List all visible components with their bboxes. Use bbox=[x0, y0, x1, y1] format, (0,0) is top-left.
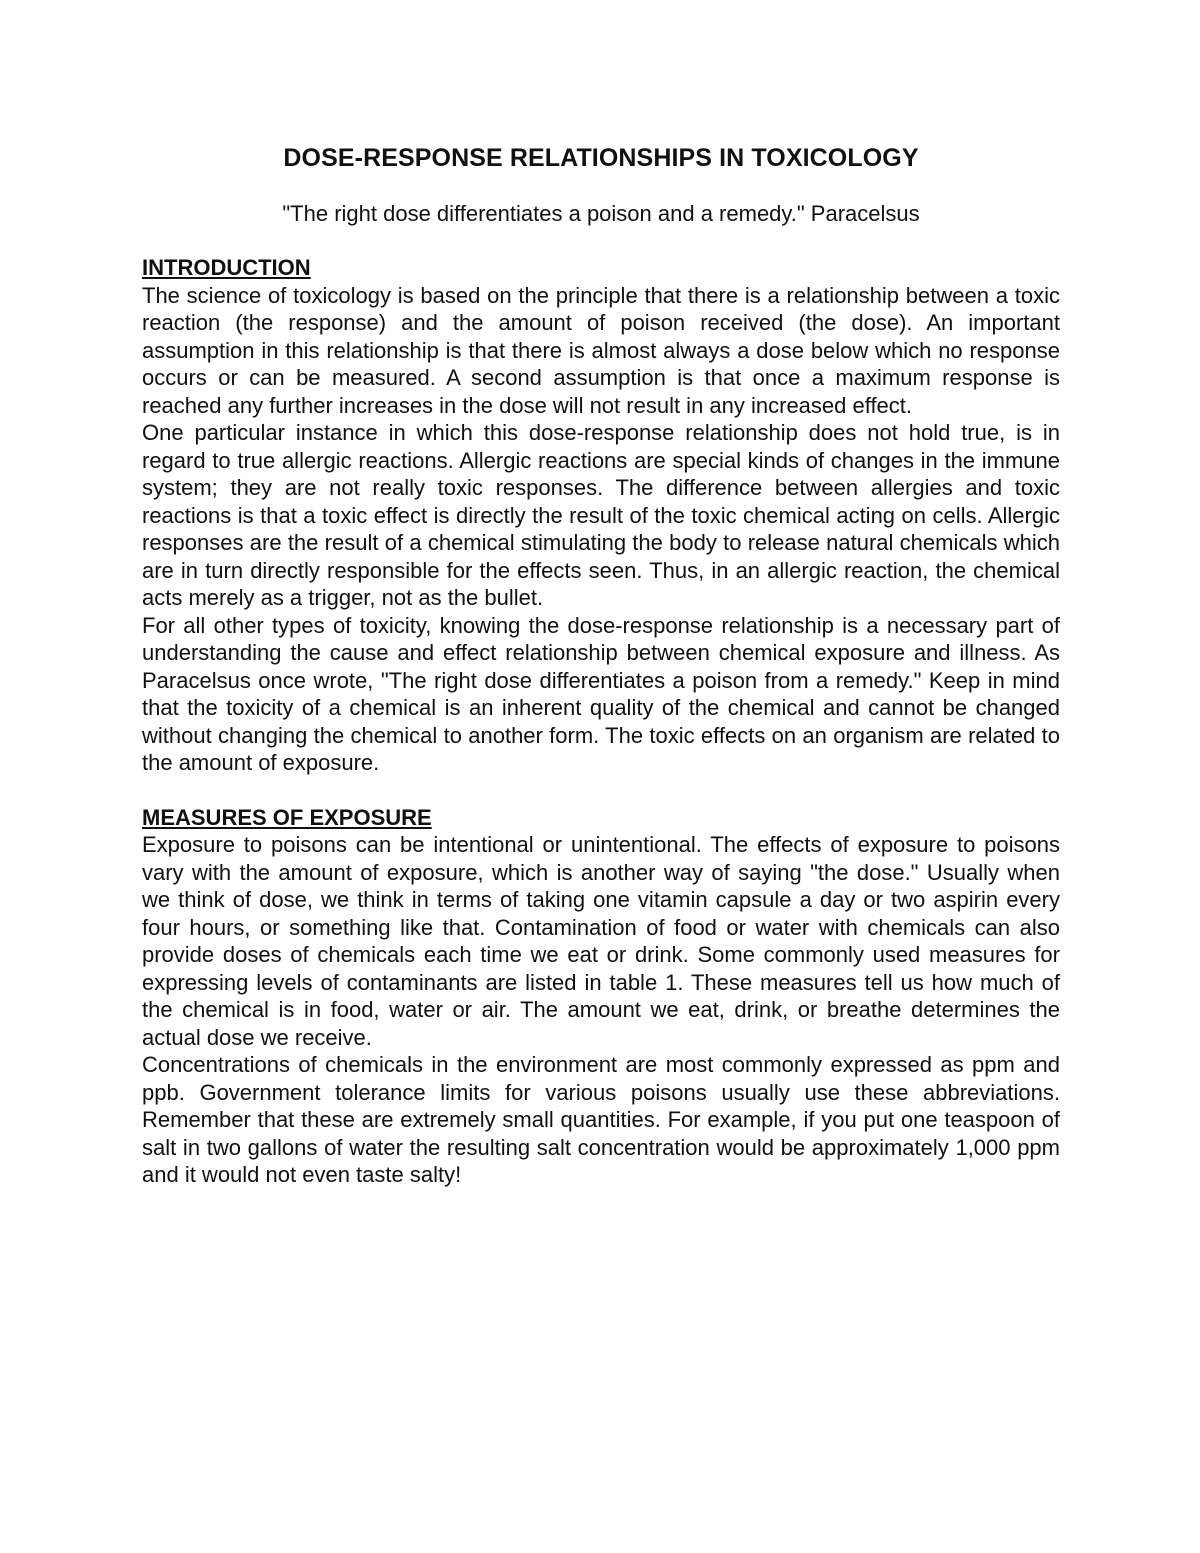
paragraph: Exposure to poisons can be intentional or unintentional. The effects of exposure to poisons vary with the amount of exposure, which is another way of saying "the dose." Usually when we think of dose, we think in terms of taking one vitamin capsule a day or two aspirin every four hours, or something like that. Contamination of food or water with chemicals can also provide doses of chemicals each time we eat or drink. Some commonly used measures for expressing levels of contaminants are listed in table 1. These measures tell us how much of the chemical is in food, water or air. The amount we eat, drink, or breathe determines the actual dose we receive. bbox=[142, 832, 1060, 1050]
paragraph: The science of toxicology is based on the principle that there is a relationship between a toxic reaction (the response) and the amount of poison received (the dose). An important assumption in this relationship is that there is almost always a dose below which no response occurs or can be measured. A second assumption is that once a maximum response is reached any further increases in the dose will not result in any increased effect. bbox=[142, 282, 1060, 418]
document-body bbox=[142, 142, 1060, 1216]
paragraph: One particular instance in which this dose-response relationship does not hold true, is in regard to true allergic reactions. Allergic reactions are special kinds of changes in the immune system; they are not really toxic responses. The difference between allergies and toxic reactions is that a toxic effect is directly the result of the toxic chemical acting on cells. Allergic responses are the result of a chemical stimulating the body to release natural chemicals which are in turn directly responsible for the effects seen. Thus, in an allergic reaction, the chemical acts merely as a trigger, not as the bullet. bbox=[142, 420, 1060, 610]
section-heading-measures-of-exposure: MEASURES OF EXPOSURE bbox=[142, 804, 432, 830]
paragraph: Concentrations of chemicals in the environment are most commonly expressed as ppm and ppb. Government tolerance limits for various poisons usually use these abbreviations. Remember that these are extremely small quantities. For example, if you put one teaspoon of salt in two gallons of water the resulting salt concentration would be approximately 1,000 ppm and it would not even taste salty! bbox=[142, 1052, 1060, 1187]
section-heading-introduction: INTRODUCTION bbox=[142, 255, 311, 280]
epigraph-quote: "The right dose differentiates a poison and a remedy." Paracelsus bbox=[282, 201, 920, 226]
paragraph: For all other types of toxicity, knowing the dose-response relationship is a necessary part of understanding the cause and effect relationship between chemical exposure and illness. As Paracelsus once wrote, "The right dose differentiates a poison from a remedy." Keep in mind that the toxicity of a chemical is an inherent quality of the chemical and cannot be changed without changing the chemical to another form. The toxic effects on an organism are related to the amount of exposure. bbox=[142, 612, 1060, 775]
section-measures-of-exposure bbox=[142, 804, 1060, 1189]
document-title: DOSE-RESPONSE RELATIONSHIPS IN TOXICOLOGY bbox=[283, 144, 919, 172]
section-introduction bbox=[142, 254, 1060, 777]
